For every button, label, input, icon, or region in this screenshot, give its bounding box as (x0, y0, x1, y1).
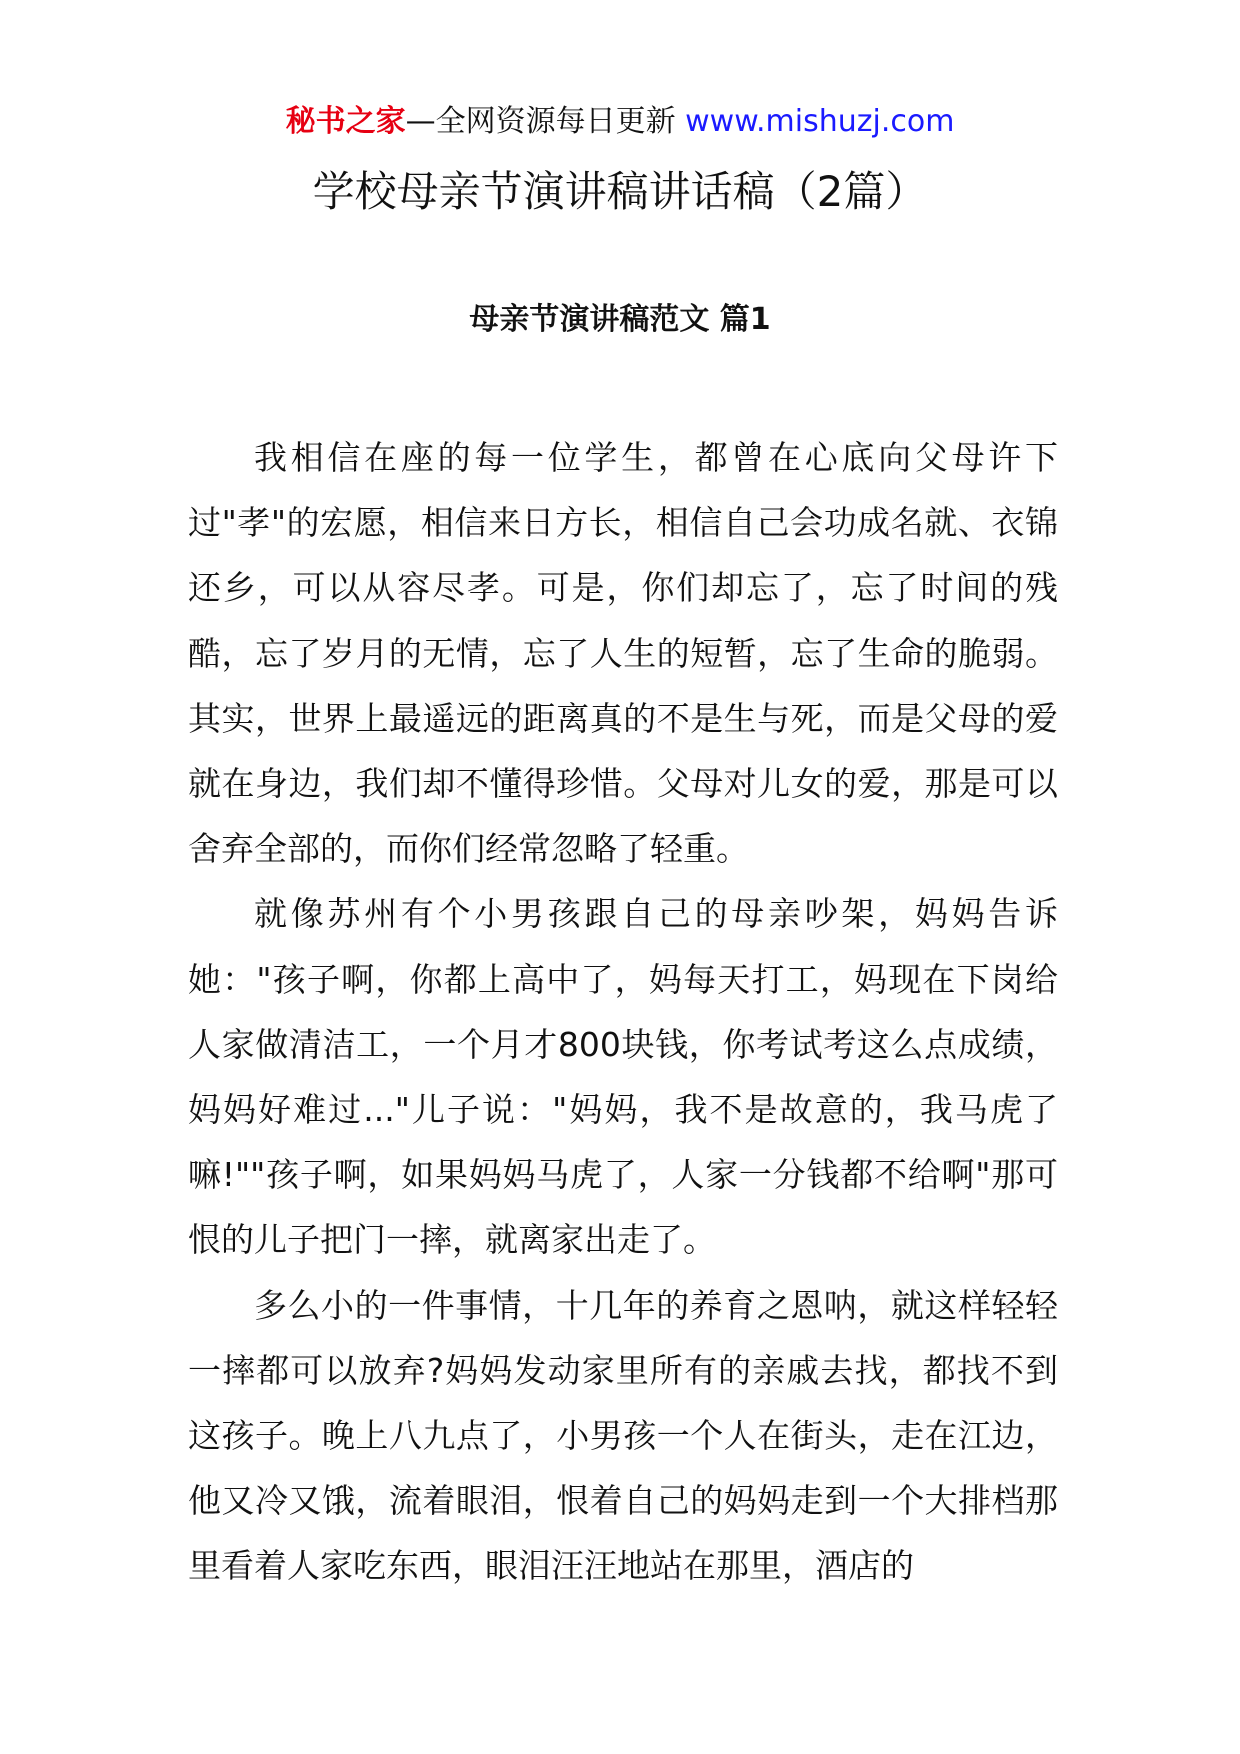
paragraph-1: 我相信在座的每一位学生，都曾在心底向父母许下过"孝"的宏愿，相信来日方长，相信自己会功成名就、衣锦还乡，可以从容尽孝。可是，你们却忘了，忘了时间的残酷，忘了岁月的无情，忘了人生的短暂，忘了生命的脆弱。其实，世界上最遥远的距离真的不是生与死，而是父母的爱就在身边，我们却不懂得珍惜。父母对儿女的爱，那是可以舍弃全部的，而你们经常忽略了轻重。 (188, 438, 1058, 869)
header-tagline: —全网资源每日更新 (405, 104, 676, 139)
section-title: 母亲节演讲稿范文 篇1 (469, 302, 771, 337)
site-header (0, 100, 1240, 144)
paragraph-3: 多么小的一件事情，十几年的养育之恩呐，就这样轻轻一摔都可以放弃?妈妈发动家里所有的亲戚去找，都找不到这孩子。晚上八九点了，小男孩一个人在街头，走在江边，他又冷又饿，流着眼泪，恨着自己的妈妈走到一个大排档那里看着人家吃东西，眼泪汪汪地站在那里，酒店的 (188, 1285, 1058, 1586)
brand-name: 秘书之家 (285, 104, 406, 139)
paragraph-2: 就像苏州有个小男孩跟自己的母亲吵架，妈妈告诉她："孩子啊，你都上高中了，妈每天打工，妈现在下岗给人家做清洁工，一个月才800块钱，你考试考这么点成绩，妈妈好难过..."儿子说："妈妈，我不是故意的，我马虎了嘛!""孩子啊，如果妈妈马虎了，人家一分钱都不给啊"那可恨的儿子把门一摔，就离家出走了。 (188, 894, 1058, 1260)
site-url[interactable]: www.mishuzj.com (685, 104, 955, 139)
document-title: 学校母亲节演讲稿讲话稿（2篇） (312, 167, 928, 216)
document-body (188, 425, 1058, 1599)
